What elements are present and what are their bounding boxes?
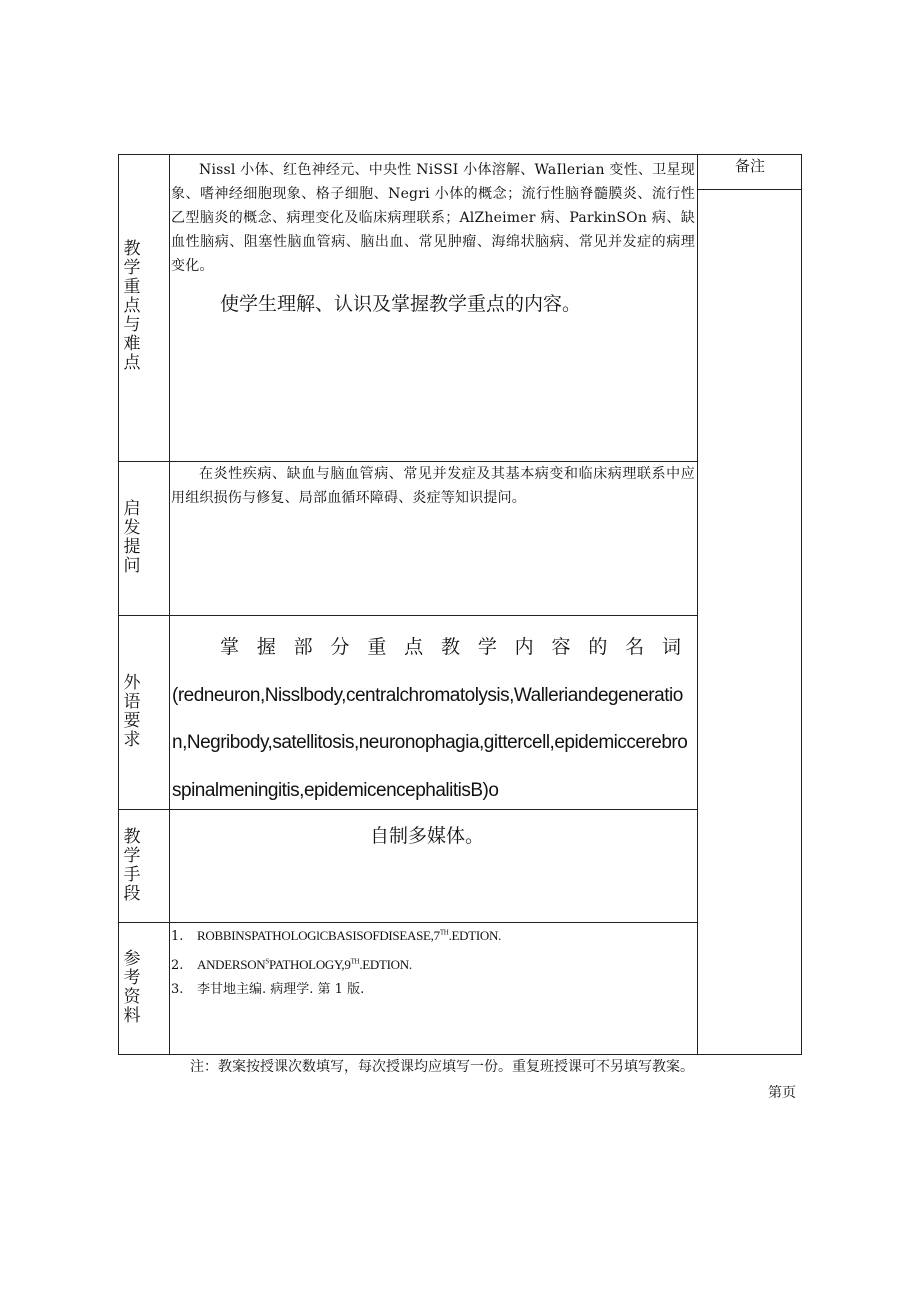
- row-label-teaching-means: 教学手段: [123, 827, 141, 904]
- row-divider: [118, 615, 698, 616]
- label-column-divider: [169, 154, 170, 1055]
- row-label-foreign-language: 外语要求: [123, 673, 141, 750]
- row-label-references: 参考资料: [123, 949, 141, 1026]
- remarks-header: 备注: [734, 157, 765, 175]
- inspiration-paragraph: 在炎性疾病、缺血与脑血管病、常见并发症及其基本病变和临床病理联系中应用组织损伤与修复、局部血循环障碍、炎症等知识提问。: [171, 466, 695, 506]
- page-number: 第页: [768, 1085, 796, 1101]
- reference-item: 1. ROBBINSPATHOLOGlCBASISOFDISEASE,7TH.EDTION.: [171, 928, 502, 945]
- row-label-inspiration: 启发提问: [123, 499, 141, 576]
- footer-note: 注：教案按授课次数填写，每次授课均应填写一份。重复班授课可不另填写教案。: [190, 1059, 694, 1075]
- row-label-key-points: 教学重点与难点: [123, 239, 141, 373]
- foreign-language-block: [172, 624, 694, 814]
- foreign-language-lead: 掌握部分重点教学内容的名词: [220, 636, 694, 658]
- remarks-column-divider: [697, 154, 698, 1055]
- references-list: [171, 921, 695, 1002]
- remarks-header-divider: [697, 189, 802, 190]
- key-points-goal: 使学生理解、认识及掌握教学重点的内容。: [220, 293, 582, 315]
- foreign-language-terms: (redneuron,Nisslbody,centralchromatolysis,Walleriandegeneration,Negribody,satellitosis,neuronophagia,gittercell,epidemiccerebrospinalmeningitis,epidemicencephalitisB)o: [172, 684, 688, 801]
- reference-item: 3. 李甘地主编. 病理学. 第 1 版.: [171, 981, 365, 997]
- key-points-paragraph: Nissl 小体、红色神经元、中央性 NiSSI 小体溶解、WaIlerian 变性、卫星现象、嗜神经细胞现象、格子细胞、Negri 小体的概念；流行性脑脊髓膜炎、流行性乙型脑炎的概念、病理变化及临床病理联系；AlZheimer 病、ParkinSOn 病、缺血性脑病、阻塞性脑血管病、脑出血、常见肿瘤、海绵状脑病、常见并发症的病理变化。: [171, 162, 695, 274]
- teaching-means-text: 自制多媒体。: [370, 825, 485, 847]
- lesson-table: [118, 154, 802, 1055]
- reference-item: 2. $ANDERSON^SPATHOLOGY,9TH.EDTION$.: [171, 956, 412, 973]
